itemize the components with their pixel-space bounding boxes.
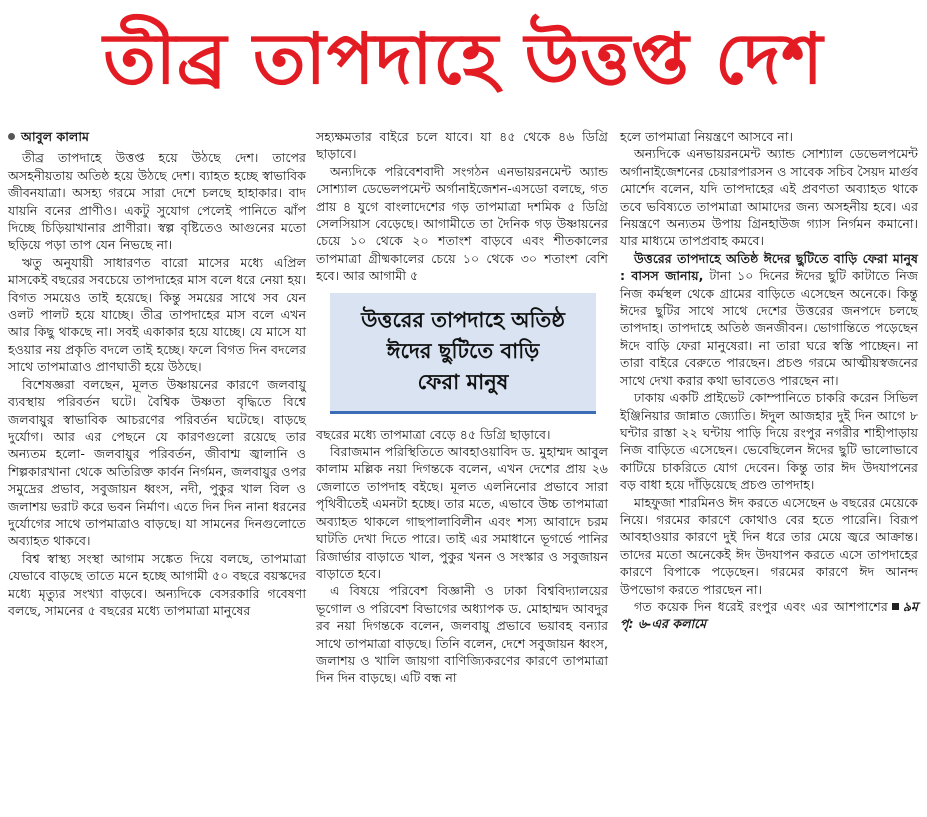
paragraph bbox=[620, 250, 918, 389]
column-2 bbox=[316, 128, 608, 687]
paragraph: অন্যদিকে এনভায়রনমেন্ট অ্যান্ড সোশ্যাল ডেভেলপমেন্ট অর্গানাইজেশনের চেয়ারপারসন ও সাবেক সচিব সৈয়দ মার্গুব মোর্শেদ বলেন, যদি তাপদাহের এই প্রবণতা অব্যাহত থাকে তবে ভবিষ্যতে তাপমাত্রা আমাদের জন্য অসহনীয় হবে। এর নিয়ন্ত্রণে অন্যতম উপায় গ্রিনহাউজ গ্যাস নির্গমন কমানো। যার মাধ্যমে তাপপ্রবাহ কমবে। bbox=[620, 146, 918, 249]
column-1 bbox=[8, 128, 306, 619]
square-bullet-icon bbox=[892, 603, 899, 610]
byline-author: আবুল কালাম bbox=[21, 129, 89, 144]
paragraph-text: টানা ১০ দিনের ঈদের ছুটি কাটাতে নিজ নিজ কর্মস্থল থেকে গ্রামের বাড়িতে এসেছেন অনেকে। কিন্তু ঈদের ছুটির সাথে সাথে দেশের উত্তরের জনপদে চলছে তাপদাহ। তাপদাহে অতিষ্ঠ জনজীবন। ভোগান্তিতে পড়েছেন ঈদে বাড়ি ফেরা মানুষেরা। না তারা ঘরে স্বস্তি পাচ্ছেন। না তারা বাইরে বেরুতে পারছেন। প্রচণ্ড গরমে আত্মীয়স্বজনের সাথে দেখা করার কথা ভাবতেও পারছেন না। bbox=[620, 268, 918, 388]
headline-banner bbox=[0, 0, 927, 118]
paragraph: সহ্যক্ষমতার বাইরে চলে যাবে। যা ৪৫ থেকে ৪৬ ডিগ্রি ছাড়াবে। bbox=[316, 129, 608, 162]
paragraph: অন্যদিকে পরিবেশবাদী সংগঠন এনভায়রনমেন্ট অ্যান্ড সোশ্যাল ডেভেলপমেন্ট অর্গানাইজেশন-এসডো বলছে, গত প্রায় ৪ যুগে বাংলাদেশের গড় তাপমাত্রা দশমিক ৫ ডিগ্রি সেলসিয়াস বেড়েছে। আগামীতে তা দৈনিক গড় উষ্ণায়নের চেয়ে ১০ থেকে ২০ শতাংশ বাড়বে এবং শীতকালের তাপমাত্রা গ্রীষ্মকালের চেয়ে ১০ থেকে ৩০ শতাংশ বেশি হবে। আর আগামী ৫ bbox=[316, 163, 608, 284]
pull-quote bbox=[330, 293, 596, 414]
column-3 bbox=[620, 128, 918, 633]
paragraph bbox=[620, 598, 918, 633]
subheading: উত্তরের তাপদাহে অতিষ্ঠ ঈদের ছুটিতে বাড়ি ফেরা মানুষ : বাসস জানায়, bbox=[620, 250, 918, 284]
paragraph: বছরের মধ্যে তাপমাত্রা বেড়ে ৪৫ ডিগ্রি ছাড়াবে। bbox=[316, 426, 551, 442]
paragraph: এ বিষয়ে পরিবেশ বিজ্ঞানী ও ঢাকা বিশ্ববিদ্যালয়ের ভূগোল ও পরিবেশ বিভাগের অধ্যাপক ড. মোহাম্মদ আবদুর রব নয়া দিগন্তকে বলেন, জলবায়ু প্রভাবে ভয়াবহ বন্যার সাথে তাপমাত্রা বাড়ছে। তিনি বলেন, দেশে সবুজায়ন ধ্বংস, জলাশয় ও খালি জায়গা বাণিজ্যিকরণের কারণে তাপমাত্রা দিন দিন বাড়ছে। এটি বন্ধ না bbox=[316, 583, 608, 686]
paragraph: বিশ্ব স্বাস্থ্য সংস্থা আগাম সঙ্কেত দিয়ে বলছে, তাপমাত্রা যেভাবে বাড়ছে তাতে মনে হচ্ছে আগামী ৫০ বছরে বয়স্কদের মধ্যে মৃত্যুর সংখ্যা বাড়বে। অন্যদিকে বেসরকারি গবেষণা বলছে, সামনের ৫ বছরের মধ্যে তাপমাত্রা মানুষের bbox=[8, 550, 306, 618]
paragraph: বিরাজমান পরিস্থিতিতে আবহাওয়াবিদ ড. মুহাম্মদ আবুল কালাম মল্লিক নয়া দিগন্তকে বলেন, এখন দেশের প্রায় ২৬ জেলাতে তাপদাহ বইছে। মূলত এলনিনোর প্রভাবে সারা পৃথিবীতেই এমনটা হচ্ছে। তার মতে, এভাবে উচ্চ তাপমাত্রা অব্যাহত থাকলে গাছপালাবিলীন এবং শস্য আবাদে চরম ঘাটতি দেখা দিতে পারে। তাই এর সমাধানে ভূগর্ভে পানির রিজার্ভার বাড়াতে খাল, পুকুর খনন ও সংস্কার ও সবুজায়ন বাড়াতে হবে। bbox=[316, 444, 608, 581]
paragraph: ঢাকায় একটি প্রাইভেট কোম্পানিতে চাকরি করেন সিভিল ইঞ্জিনিয়ার জান্নাত জ্যোতি। ঈদুল আজহার দুই দিন আগে ৮ ঘন্টার রাস্তা ২২ ঘন্টায় পাড়ি দিয়ে রংপুর নগরীর শাহীপাড়ায় নিজ বাড়িতে এসেছেন। ভেবেছিলেন ঈদের ছুটি ভালোভাবে কাটিয়ে চাকরিতে যোগ দেবেন। কিন্তু তার ঈদ উদযাপনের বড় বাধা হয়ে দাঁড়িয়েছে প্রচণ্ড তাপদাহ। bbox=[620, 390, 918, 493]
paragraph-text: গত কয়েক দিন ধরেই রংপুর এবং এর আশপাশের bbox=[634, 598, 888, 614]
paragraph: হলে তাপমাত্রা নিয়ন্ত্রণে আসবে না। bbox=[620, 129, 793, 144]
paragraph: বিশেষজ্ঞরা বলছেন, মূলত উষ্ণায়নের কারণে জলবায়ু ব্যবস্থায় পরিবর্তন ঘটে। বৈশ্বিক উষ্ণতা বৃদ্ধিতে বিশ্বে জলবায়ুর স্বাভাবিক আচরণের পরিবর্তন ঘটেছে। বাড়ছে দুর্যোগ। আর এর পেছনে যে কারণগুলো রয়েছে তার অন্যতম হলো- জলবায়ুর পরিবর্তন, জীবাশ্ম জ্বালানি ও শিল্পকারখানা থেকে অতিরিক্ত কার্বন নির্গমন, জলবায়ুর ওপর সমুদ্রের প্রভাব, সবুজায়ন ধ্বংস, নদী, পুকুর খাল বিল ও জলাশয় ভরাট করে ভবন নির্মাণ। এতে দিন দিন নানা ধরনের দুর্যোগের সাথে তাপমাত্রাও বাড়ছে। যা সামনের দিনগুলোতে অব্যাহত থাকবে। bbox=[8, 376, 306, 549]
paragraph: ঋতু অনুযায়ী সাধারণত বারো মাসের মধ্যে এপ্রিল মাসকেই বছরের সবচেয়ে তাপদাহের মাস বলে ধরে নেয়া হয়। বিগত সময়েও তাই হয়েছে। কিন্তু সময়ের সাথে সব যেন ওলট পালট হয়ে যাচ্ছে। তীব্র তাপদাহের মাস বলে এখন আর কিছু থাকছে না। সবই একাকার হয়ে যাচ্ছে। যে মাসে যা হওয়ার নয় প্রকৃতি বদলে তাই হচ্ছে। ফলে বিগত দিন বদলের সাথে তাপমাত্রাও প্রাণঘাতী হয়ে উঠছে। bbox=[8, 254, 306, 375]
headline: তীব্র তাপদাহে উত্তপ্ত দেশ bbox=[103, 18, 824, 100]
paragraph: তীব্র তাপদাহে উত্তপ্ত হয়ে উঠছে দেশ। তাপের অসহনীয়তায় অতিষ্ঠ হয়ে উঠছে দেশ। ব্যাহত হচ্ছে স্বাভাবিক জীবনযাত্রা। অসহ্য গরমে সারা দেশে চলছে হাহাকার। বাদ যায়নি বনের প্রাণীও। একটু সুযোগ পেলেই পানিতে ঝাঁপ দিচ্ছে চিড়িয়াখানার প্রাণীরা। স্বল্প বৃষ্টিতেও আগুনের মতো ছড়িয়ে পড়া তাপ যেন নিভছে না। bbox=[8, 150, 306, 253]
pull-quote-line: ঈদের ছুটিতে বাড়ি bbox=[386, 339, 540, 364]
bullet-icon bbox=[8, 133, 15, 140]
paragraph: মাহফুজা শারমিনও ঈদ করতে এসেছেন ৬ বছরের মেয়েকে নিয়ে। গরমের কারণে কোথাও বের হতে পারেনি। বিরূপ আবহাওয়ার কারণে দুই দিন ধরে তার মেয়ে জ্বরে আক্রান্ত। তাদের মতো অনেকেই ঈদ উদযাপন করতে এসে তাপদাহের কারণে বিপাকে পড়েছেন। গরমের কারণে ঈদ আনন্দ উপভোগ করতে পারছেন না। bbox=[620, 494, 918, 597]
pull-quote-line: উত্তরের তাপদাহে অতিষ্ঠ bbox=[361, 308, 565, 333]
pull-quote-line: ফেরা মানুষ bbox=[417, 370, 509, 395]
continuation-jump[interactable]: ৯ম পৃ: ৬-এর কলামে bbox=[620, 598, 918, 632]
byline bbox=[8, 128, 306, 145]
